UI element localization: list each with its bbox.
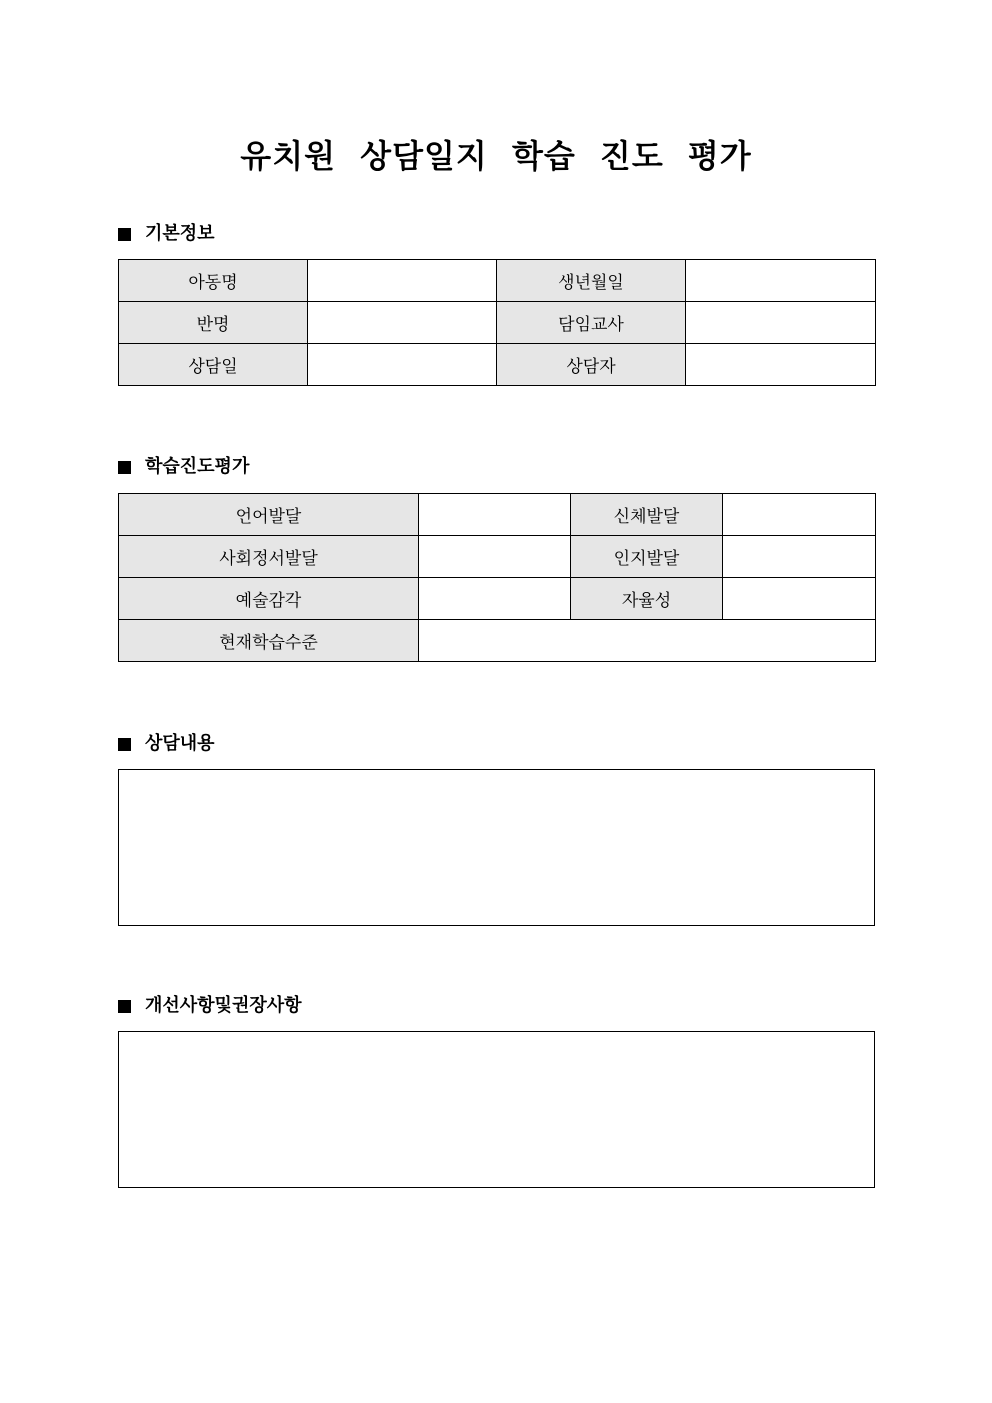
section-heading-progress: [118, 454, 249, 480]
table-row: [119, 536, 876, 578]
label-counsel-date: 상담일: [119, 344, 308, 386]
artistic-sense-field[interactable]: [419, 578, 571, 620]
table-row: [119, 302, 876, 344]
label-artistic-sense: 예술감각: [119, 578, 419, 620]
cognitive-development-field[interactable]: [723, 536, 876, 578]
section-heading-progress-label: 학습진도평가: [145, 456, 250, 477]
current-learning-level-field[interactable]: [419, 620, 876, 662]
counsel-date-field[interactable]: [308, 344, 497, 386]
label-homeroom-teacher: 담임교사: [497, 302, 686, 344]
section-heading-content-label: 상담내용: [145, 733, 215, 754]
label-class-name: 반명: [119, 302, 308, 344]
homeroom-teacher-field[interactable]: [686, 302, 876, 344]
label-social-emotional-development: 사회정서발달: [119, 536, 419, 578]
section-heading-basic: [118, 221, 215, 247]
square-bullet-icon: [118, 461, 131, 474]
table-row: [119, 578, 876, 620]
label-counselor: 상담자: [497, 344, 686, 386]
counsel-content-textarea[interactable]: [118, 769, 875, 926]
counselor-field[interactable]: [686, 344, 876, 386]
autonomy-field[interactable]: [723, 578, 876, 620]
class-name-field[interactable]: [308, 302, 497, 344]
language-development-field[interactable]: [419, 494, 571, 536]
section-heading-improvements: [118, 993, 302, 1019]
table-row: [119, 494, 876, 536]
section-heading-content: [118, 731, 215, 757]
section-heading-basic-label: 기본정보: [145, 223, 215, 244]
page-title: 유치원 상담일지 학습 진도 평가: [240, 137, 752, 175]
section-heading-improvements-label: 개선사항및권장사항: [145, 995, 302, 1016]
table-row: [119, 620, 876, 662]
social-emotional-development-field[interactable]: [419, 536, 571, 578]
table-row: [119, 260, 876, 302]
progress-table: [118, 493, 876, 662]
basic-info-table: [118, 259, 876, 386]
square-bullet-icon: [118, 228, 131, 241]
square-bullet-icon: [118, 738, 131, 751]
physical-development-field[interactable]: [723, 494, 876, 536]
label-child-name: 아동명: [119, 260, 308, 302]
improvements-textarea[interactable]: [118, 1031, 875, 1188]
label-physical-development: 신체발달: [571, 494, 723, 536]
label-birthdate: 생년월일: [497, 260, 686, 302]
square-bullet-icon: [118, 1000, 131, 1013]
label-language-development: 언어발달: [119, 494, 419, 536]
child-name-field[interactable]: [308, 260, 497, 302]
table-row: [119, 344, 876, 386]
label-current-learning-level: 현재학습수준: [119, 620, 419, 662]
birthdate-field[interactable]: [686, 260, 876, 302]
label-cognitive-development: 인지발달: [571, 536, 723, 578]
label-autonomy: 자율성: [571, 578, 723, 620]
